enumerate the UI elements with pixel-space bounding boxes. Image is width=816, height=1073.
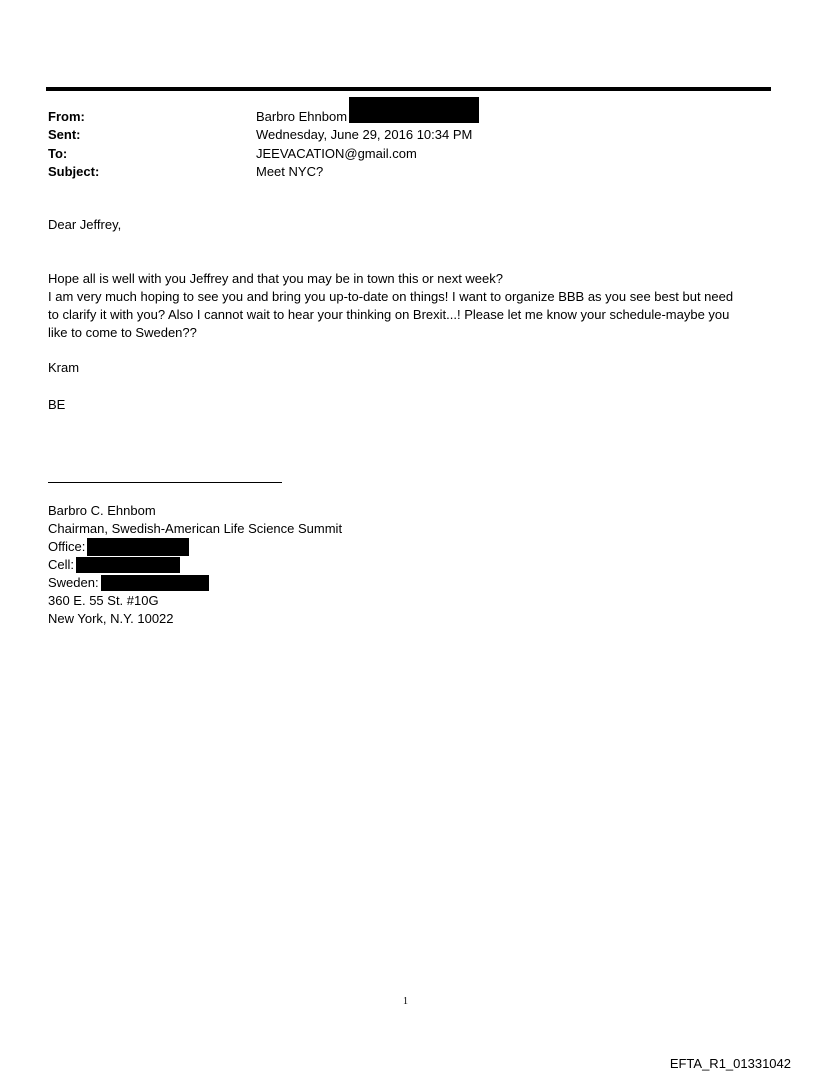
sent-row [48,126,748,145]
address-line-2: New York, N.Y. 10022 [48,611,174,626]
document-id: EFTA_R1_01331042 [669,1056,791,1071]
to-row [48,144,748,163]
redacted-sender-email [349,97,479,123]
redacted-sweden-number [101,575,209,591]
from-value [256,103,479,129]
subject-label: Subject: [48,164,100,180]
sender-name: Barbro Ehnbom [256,108,348,124]
cell-label: Cell: [48,557,75,572]
paragraph-line: I am very much hoping to see you and bring you up-to-date on things! I want to organize BBB as you see best but need [48,289,734,304]
redacted-office-number [87,538,189,556]
message-paragraph [48,270,773,342]
to-value: JEEVACATION@gmail.com [256,145,417,161]
header-divider [46,87,771,91]
subject-value: Meet NYC? [256,164,324,180]
to-label: To: [48,145,68,161]
signature-name: Barbro C. Ehnbom [48,503,156,518]
greeting: Dear Jeffrey, [48,217,122,232]
sent-value: Wednesday, June 29, 2016 10:34 PM [256,127,473,143]
redacted-cell-number [76,557,180,573]
page-number: 1 [403,996,408,1007]
email-header [48,107,748,181]
subject-row [48,163,748,182]
from-label: From: [48,108,85,124]
from-row [48,107,748,126]
sweden-line [48,574,342,592]
sent-label: Sent: [48,127,81,143]
closing: Kram [48,360,80,375]
paragraph-line: like to come to Sweden?? [48,325,197,340]
signature-block [48,502,342,628]
signature-title: Chairman, Swedish-American Life Science Summit [48,521,343,536]
signature-divider [48,482,282,483]
address-line-1: 360 E. 55 St. #10G [48,593,159,608]
office-label: Office: [48,539,86,554]
office-line [48,538,342,556]
paragraph-line: to clarify it with you? Also I cannot wait to hear your thinking on Brexit...! Please let me know your schedule-maybe you [48,307,730,322]
sweden-label: Sweden: [48,575,99,590]
cell-line [48,556,342,574]
paragraph-line: Hope all is well with you Jeffrey and that you may be in town this or next week? [48,271,503,286]
sender-initials: BE [48,397,66,412]
